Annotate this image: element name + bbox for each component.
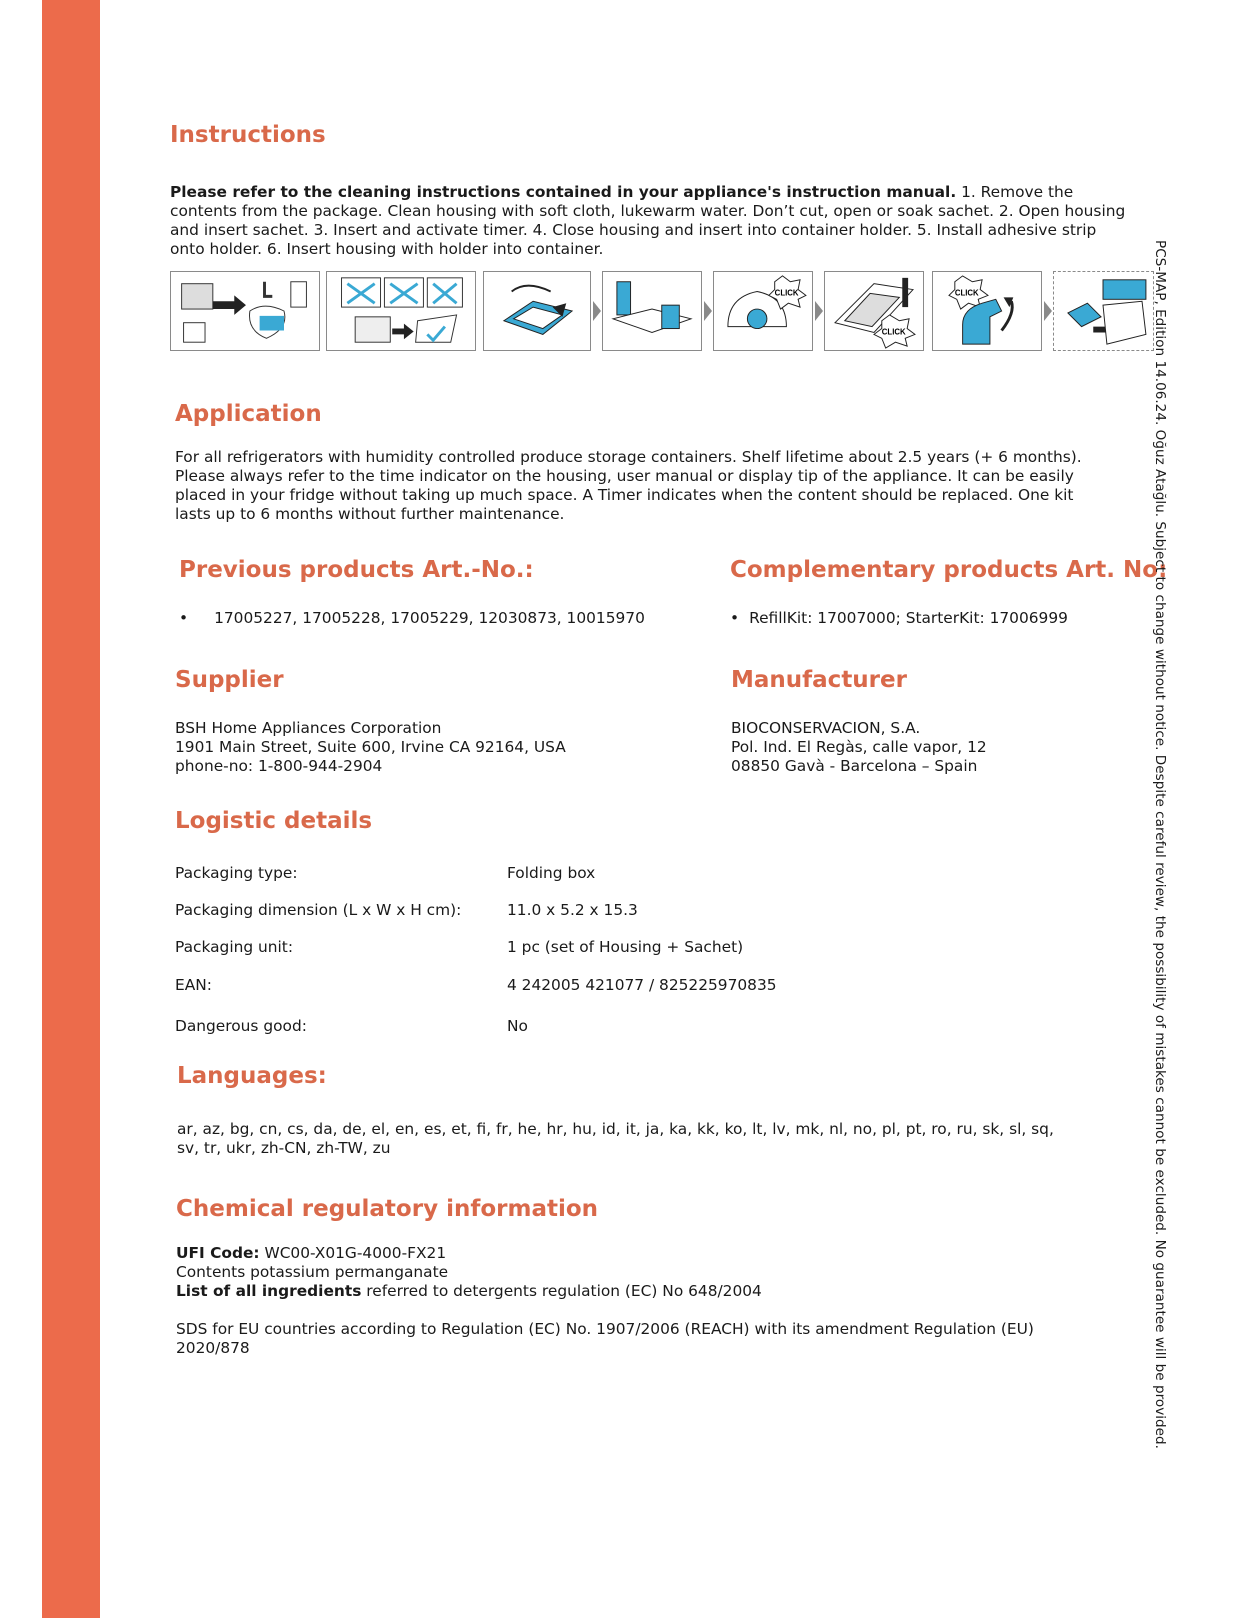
side-accent-bar: [42, 0, 100, 1618]
previous-products-heading: Previous products Art.-No.:: [179, 557, 534, 583]
click-label: CLICK: [954, 288, 979, 298]
logistic-value: 1 pc (set of Housing + Sachet): [507, 938, 744, 956]
insert-sachet-icon: [602, 271, 702, 351]
instruction-steps: [170, 271, 1154, 353]
application-text: For all refrigerators with humidity controlled produce storage containers. Shelf lifetime about 2.5 years (+ 6 months). Please always refer to the time indicator on the housing, user manual or display tip of the appliance. It can be easily placed in your fridge without taking up much space. A Timer indicates when the content should be replaced. One kit lasts up to 6 months without further maintenance.: [175, 448, 1082, 523]
complementary-products-heading: Complementary products Art. No:: [730, 557, 1168, 583]
ufi-code: UFI Code: WC00-X01G-4000-FX21: [176, 1244, 447, 1262]
insert-into-container-icon: [1053, 271, 1154, 351]
adhesive-strip-icon: [932, 271, 1042, 351]
manufacturer-line: 08850 Gavà - Barcelona – Spain: [731, 757, 978, 775]
edition-sidenote: PCS-MAP, Edition 14.06.24. Oğuz Atağlu. Subject to change without notice. Despite careful review, the possibility of mistakes cannot be excluded. No guarantee will be provided.: [1152, 240, 1168, 1449]
logistic-value: Folding box: [507, 864, 596, 882]
activate-timer-icon: [713, 271, 813, 351]
ingredients-text: List of all ingredients referred to detergents regulation (EC) No 648/2004: [176, 1282, 762, 1300]
logistic-value: No: [507, 1017, 528, 1035]
supplier-line: 1901 Main Street, Suite 600, Irvine CA 92164, USA: [175, 738, 566, 756]
logistic-details-heading: Logistic details: [175, 808, 373, 834]
instructions-steps-text: 1. Remove the contents from the package. Clean housing with soft cloth, lukewarm water. Don’t cut, open or soak sachet. 2. Open housing and insert sachet. 3. Insert and activate timer. 4. Close housing and insert into container holder. 5. Install adhesive strip onto holder. 6. Insert housing with holder into container.: [170, 183, 1126, 258]
do-not-cut-sachet-icon: [326, 271, 476, 351]
previous-products-list: [179, 609, 645, 627]
languages-heading: Languages:: [177, 1063, 327, 1089]
languages-text: ar, az, bg, cn, cs, da, de, el, en, es, et, fi, fr, he, hr, hu, id, it, ja, ka, kk, ko, lt, lv, mk, nl, no, pl, pt, ro, ru, sk, sl, sq, sv, tr, ukr, zh-CN, zh-TW, zu: [177, 1120, 1054, 1157]
wash-hands-icon: [170, 271, 320, 351]
close-housing-icon: [824, 271, 924, 351]
logistic-label: Packaging dimension (L x W x H cm):: [175, 901, 462, 919]
supplier-line: BSH Home Appliances Corporation: [175, 719, 442, 737]
supplier-heading: Supplier: [175, 667, 284, 693]
complementary-products-list: [730, 609, 1068, 627]
manufacturer-line: BIOCONSERVACION, S.A.: [731, 719, 921, 737]
manufacturer-address: [731, 719, 987, 776]
open-housing-icon: [483, 271, 591, 351]
logistic-label: Packaging unit:: [175, 938, 294, 956]
chemical-regulatory-text: [176, 1244, 1096, 1358]
manufacturer-line: Pol. Ind. El Regàs, calle vapor, 12: [731, 738, 987, 756]
list-item: • RefillKit: 17007000; StarterKit: 17006999: [730, 609, 1068, 627]
contents-text: Contents potassium permanganate: [176, 1263, 449, 1281]
manufacturer-heading: Manufacturer: [731, 667, 907, 693]
supplier-line: phone-no: 1-800-944-2904: [175, 757, 383, 775]
chemical-regulatory-heading: Chemical regulatory information: [176, 1196, 599, 1222]
click-label: CLICK: [774, 288, 799, 298]
instructions-heading: Instructions: [170, 122, 326, 148]
sds-text: SDS for EU countries according to Regulation (EC) No. 1907/2006 (REACH) with its amendment Regulation (EU) 2020/878: [176, 1320, 1034, 1357]
list-item: • 17005227, 17005228, 17005229, 12030873, 10015970: [179, 609, 645, 627]
supplier-address: [175, 719, 566, 776]
logistic-value: 11.0 x 5.2 x 15.3: [507, 901, 638, 919]
logistic-label: Packaging type:: [175, 864, 298, 882]
logistic-label: EAN:: [175, 976, 212, 994]
application-heading: Application: [175, 401, 322, 427]
click-label: CLICK: [881, 327, 906, 337]
instructions-intro-bold: Please refer to the cleaning instructions contained in your appliance's instruction manual.: [170, 183, 957, 201]
logistic-value: 4 242005 421077 / 825225970835: [507, 976, 777, 994]
logistic-label: Dangerous good:: [175, 1017, 307, 1035]
instructions-text: [170, 183, 1130, 259]
